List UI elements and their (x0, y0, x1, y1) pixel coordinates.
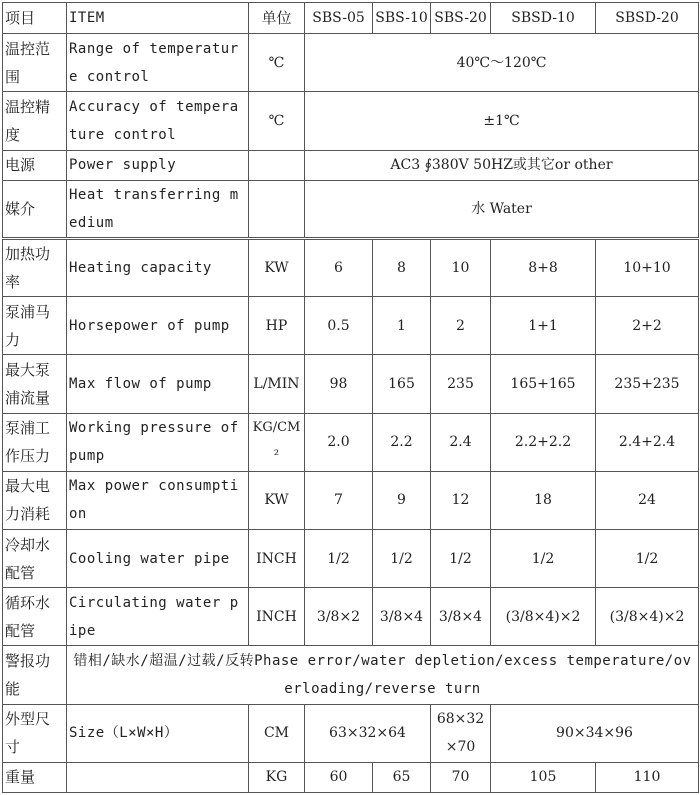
row-label-en: Cooling water pipe (67, 529, 249, 587)
header-row (3, 3, 699, 34)
value-cell: 1/2 (491, 529, 596, 587)
value-cell: 235+235 (596, 355, 699, 413)
value-cell: 1/2 (596, 529, 699, 587)
value-cell: 12 (431, 471, 491, 529)
row-value: ±1℃ (305, 92, 699, 150)
header-cell: 单位 (249, 3, 305, 34)
value-cell: 2.0 (305, 413, 373, 471)
row-label-zh: 电源 (3, 150, 67, 180)
row-size (3, 704, 699, 762)
value-cell: (3/8×4)×2 (596, 588, 699, 646)
row-label-en (67, 762, 249, 792)
value-cell: 3/8×2 (305, 588, 373, 646)
row-value: 40℃～120℃ (305, 34, 699, 92)
row-cooling (3, 529, 699, 587)
row-label-zh: 循环水配管 (3, 588, 67, 646)
value-cell: 18 (491, 471, 596, 529)
header-cell: SBSD-10 (491, 3, 596, 34)
row-unit: INCH (249, 529, 305, 587)
row-unit: KG/CM² (249, 413, 305, 471)
value-cell: 6 (305, 238, 373, 296)
row-label-en: Max power consumption (67, 471, 249, 529)
value-cell: 1/2 (373, 529, 431, 587)
row-label-zh: 泵浦工作压力 (3, 413, 67, 471)
row-label-zh: 加热功率 (3, 238, 67, 296)
row-unit: KW (249, 238, 305, 296)
value-cell: 65 (373, 762, 431, 792)
row-medium (3, 180, 699, 238)
value-cell: 98 (305, 355, 373, 413)
row-value: 错相/缺水/超温/过载/反转Phase error/water depletion/excess temperature/overloading/reverse turn (67, 646, 699, 704)
row-circ (3, 588, 699, 646)
row-label-zh: 最大电力消耗 (3, 471, 67, 529)
row-maxpower (3, 471, 699, 529)
row-range (3, 34, 699, 92)
value-cell: 10+10 (596, 238, 699, 296)
row-accuracy (3, 92, 699, 150)
row-label-en: Working pressure of pump (67, 413, 249, 471)
row-unit: CM (249, 704, 305, 762)
value-cell: 235 (431, 355, 491, 413)
value-cell: 110 (596, 762, 699, 792)
value-cell: 7 (305, 471, 373, 529)
row-label-zh: 媒介 (3, 180, 67, 238)
row-value: AC3 ∮380V 50HZ或其它or other (305, 150, 699, 180)
value-cell: 1/2 (305, 529, 373, 587)
row-label-zh: 外型尺寸 (3, 704, 67, 762)
value-cell: 2.2 (373, 413, 431, 471)
row-unit (249, 150, 305, 180)
value-cell: 1 (373, 297, 431, 355)
row-label-en: Heat transferring medium (67, 180, 249, 238)
value-cell: 0.5 (305, 297, 373, 355)
value-cell: 9 (373, 471, 431, 529)
row-label-en: Range of temperature control (67, 34, 249, 92)
value-cell: 2.4 (431, 413, 491, 471)
value-cell: 8 (373, 238, 431, 296)
row-label-en: Horsepower of pump (67, 297, 249, 355)
row-alarm (3, 646, 699, 704)
spec-table (2, 2, 699, 793)
row-hp (3, 297, 699, 355)
row-label-zh: 重量 (3, 762, 67, 792)
row-pressure (3, 413, 699, 471)
value-cell: 2 (431, 297, 491, 355)
header-cell: SBSD-20 (596, 3, 699, 34)
value-cell: 90×34×96 (491, 704, 699, 762)
row-label-zh: 温控范围 (3, 34, 67, 92)
row-heating (3, 238, 699, 296)
row-label-en: Size（L×W×H） (67, 704, 249, 762)
row-value: 水 Water (305, 180, 699, 238)
row-power (3, 150, 699, 180)
row-label-zh: 最大泵浦流量 (3, 355, 67, 413)
row-label-en: Power supply (67, 150, 249, 180)
row-weight (3, 762, 699, 792)
row-label-zh: 冷却水配管 (3, 529, 67, 587)
value-cell: 8+8 (491, 238, 596, 296)
value-cell: 10 (431, 238, 491, 296)
value-cell: 1+1 (491, 297, 596, 355)
row-label-en: Circulating water pipe (67, 588, 249, 646)
header-cell: SBS-05 (305, 3, 373, 34)
value-cell: (3/8×4)×2 (491, 588, 596, 646)
row-label-zh: 温控精度 (3, 92, 67, 150)
value-cell: 2.2+2.2 (491, 413, 596, 471)
value-cell: 165+165 (491, 355, 596, 413)
value-cell: 24 (596, 471, 699, 529)
value-cell: 3/8×4 (431, 588, 491, 646)
value-cell: 105 (491, 762, 596, 792)
value-cell: 60 (305, 762, 373, 792)
row-unit (249, 180, 305, 238)
value-cell: 68×32×70 (431, 704, 491, 762)
value-cell: 3/8×4 (373, 588, 431, 646)
row-flow (3, 355, 699, 413)
row-unit: KG (249, 762, 305, 792)
row-unit: HP (249, 297, 305, 355)
row-label-zh: 泵浦马力 (3, 297, 67, 355)
row-unit: L/MIN (249, 355, 305, 413)
row-unit: INCH (249, 588, 305, 646)
header-cell: 项目 (3, 3, 67, 34)
row-unit: KW (249, 471, 305, 529)
row-label-en: Accuracy of temperature control (67, 92, 249, 150)
value-cell: 63×32×64 (305, 704, 431, 762)
value-cell: 165 (373, 355, 431, 413)
value-cell: 2.4+2.4 (596, 413, 699, 471)
value-cell: 1/2 (431, 529, 491, 587)
row-label-en: Max flow of pump (67, 355, 249, 413)
header-cell: SBS-10 (373, 3, 431, 34)
row-unit: ℃ (249, 34, 305, 92)
row-label-zh: 警报功能 (3, 646, 67, 704)
header-cell: SBS-20 (431, 3, 491, 34)
value-cell: 2+2 (596, 297, 699, 355)
row-unit: ℃ (249, 92, 305, 150)
value-cell: 70 (431, 762, 491, 792)
header-cell: ITEM (67, 3, 249, 34)
row-label-en: Heating capacity (67, 238, 249, 296)
